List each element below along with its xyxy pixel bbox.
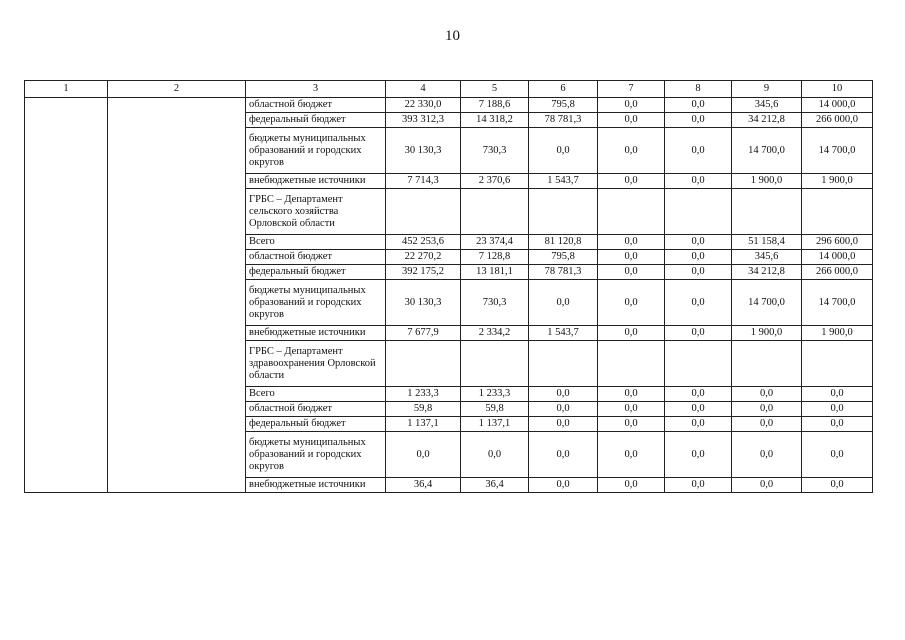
row-label: ГРБС – Департамент здравоохранения Орловской области bbox=[246, 341, 386, 387]
value-cell: 59,8 bbox=[461, 402, 529, 417]
value-cell: 7 677,9 bbox=[386, 326, 461, 341]
value-cell: 0,0 bbox=[665, 280, 732, 326]
value-cell: 1 900,0 bbox=[802, 174, 873, 189]
row-label: федеральный бюджет bbox=[246, 265, 386, 280]
value-cell: 14 700,0 bbox=[802, 128, 873, 174]
header-cell: 5 bbox=[461, 81, 529, 98]
value-cell: 345,6 bbox=[732, 98, 802, 113]
value-cell: 51 158,4 bbox=[732, 235, 802, 250]
value-cell: 0,0 bbox=[598, 402, 665, 417]
value-cell bbox=[386, 341, 461, 387]
value-cell: 0,0 bbox=[802, 417, 873, 432]
row-label: Всего bbox=[246, 235, 386, 250]
value-cell: 0,0 bbox=[598, 250, 665, 265]
header-cell: 10 bbox=[802, 81, 873, 98]
value-cell: 81 120,8 bbox=[529, 235, 598, 250]
value-cell: 0,0 bbox=[802, 387, 873, 402]
value-cell bbox=[461, 189, 529, 235]
value-cell: 0,0 bbox=[665, 174, 732, 189]
row-label: Всего bbox=[246, 387, 386, 402]
value-cell: 1 543,7 bbox=[529, 174, 598, 189]
row-label: областной бюджет bbox=[246, 402, 386, 417]
value-cell: 0,0 bbox=[665, 265, 732, 280]
value-cell: 14 700,0 bbox=[732, 128, 802, 174]
table-row bbox=[25, 98, 873, 113]
row-label: областной бюджет bbox=[246, 98, 386, 113]
value-cell: 0,0 bbox=[802, 478, 873, 493]
value-cell: 730,3 bbox=[461, 280, 529, 326]
row-label: внебюджетные источники bbox=[246, 478, 386, 493]
value-cell: 730,3 bbox=[461, 128, 529, 174]
value-cell: 1 137,1 bbox=[386, 417, 461, 432]
value-cell: 0,0 bbox=[732, 387, 802, 402]
value-cell: 13 181,1 bbox=[461, 265, 529, 280]
value-cell: 7 714,3 bbox=[386, 174, 461, 189]
value-cell bbox=[802, 341, 873, 387]
value-cell: 1 137,1 bbox=[461, 417, 529, 432]
value-cell: 1 233,3 bbox=[386, 387, 461, 402]
value-cell: 0,0 bbox=[732, 432, 802, 478]
value-cell bbox=[665, 189, 732, 235]
value-cell bbox=[529, 341, 598, 387]
value-cell: 0,0 bbox=[732, 478, 802, 493]
value-cell: 266 000,0 bbox=[802, 113, 873, 128]
value-cell: 0,0 bbox=[529, 280, 598, 326]
value-cell: 1 900,0 bbox=[732, 174, 802, 189]
value-cell: 23 374,4 bbox=[461, 235, 529, 250]
value-cell: 0,0 bbox=[665, 417, 732, 432]
budget-table bbox=[24, 80, 873, 493]
value-cell: 0,0 bbox=[665, 432, 732, 478]
value-cell: 0,0 bbox=[598, 417, 665, 432]
header-cell: 9 bbox=[732, 81, 802, 98]
value-cell bbox=[386, 189, 461, 235]
value-cell bbox=[529, 189, 598, 235]
value-cell: 1 900,0 bbox=[802, 326, 873, 341]
value-cell: 296 600,0 bbox=[802, 235, 873, 250]
value-cell: 0,0 bbox=[598, 326, 665, 341]
row-label: внебюджетные источники bbox=[246, 174, 386, 189]
value-cell: 1 900,0 bbox=[732, 326, 802, 341]
row-label: бюджеты муниципальных образований и городских округов bbox=[246, 280, 386, 326]
value-cell: 266 000,0 bbox=[802, 265, 873, 280]
value-cell: 0,0 bbox=[665, 235, 732, 250]
value-cell bbox=[732, 189, 802, 235]
header-cell: 7 bbox=[598, 81, 665, 98]
value-cell: 0,0 bbox=[598, 265, 665, 280]
value-cell: 0,0 bbox=[665, 387, 732, 402]
value-cell: 22 270,2 bbox=[386, 250, 461, 265]
row-label: ГРБС – Департамент сельского хозяйства Орловской области bbox=[246, 189, 386, 235]
value-cell: 0,0 bbox=[732, 417, 802, 432]
header-cell: 2 bbox=[108, 81, 246, 98]
header-cell: 3 bbox=[246, 81, 386, 98]
col2-cell bbox=[108, 98, 246, 493]
value-cell: 34 212,8 bbox=[732, 113, 802, 128]
value-cell: 0,0 bbox=[461, 432, 529, 478]
value-cell: 0,0 bbox=[529, 417, 598, 432]
row-label: бюджеты муниципальных образований и городских округов bbox=[246, 128, 386, 174]
value-cell: 795,8 bbox=[529, 250, 598, 265]
value-cell: 392 175,2 bbox=[386, 265, 461, 280]
value-cell bbox=[802, 189, 873, 235]
value-cell: 0,0 bbox=[529, 387, 598, 402]
header-cell: 4 bbox=[386, 81, 461, 98]
value-cell: 0,0 bbox=[598, 235, 665, 250]
value-cell bbox=[461, 341, 529, 387]
value-cell bbox=[598, 341, 665, 387]
value-cell: 0,0 bbox=[665, 113, 732, 128]
value-cell bbox=[732, 341, 802, 387]
value-cell: 0,0 bbox=[386, 432, 461, 478]
value-cell: 0,0 bbox=[802, 402, 873, 417]
header-cell: 8 bbox=[665, 81, 732, 98]
value-cell: 2 334,2 bbox=[461, 326, 529, 341]
value-cell: 22 330,0 bbox=[386, 98, 461, 113]
value-cell: 14 700,0 bbox=[732, 280, 802, 326]
value-cell: 0,0 bbox=[598, 387, 665, 402]
value-cell: 59,8 bbox=[386, 402, 461, 417]
value-cell: 0,0 bbox=[529, 478, 598, 493]
value-cell: 452 253,6 bbox=[386, 235, 461, 250]
value-cell: 0,0 bbox=[598, 174, 665, 189]
value-cell bbox=[598, 189, 665, 235]
value-cell bbox=[665, 341, 732, 387]
page-number: 10 bbox=[445, 28, 460, 44]
value-cell: 0,0 bbox=[665, 128, 732, 174]
value-cell: 14 700,0 bbox=[802, 280, 873, 326]
value-cell: 0,0 bbox=[598, 113, 665, 128]
row-label: федеральный бюджет bbox=[246, 113, 386, 128]
value-cell: 1 233,3 bbox=[461, 387, 529, 402]
value-cell: 795,8 bbox=[529, 98, 598, 113]
row-label: областной бюджет bbox=[246, 250, 386, 265]
value-cell: 0,0 bbox=[598, 98, 665, 113]
value-cell: 0,0 bbox=[529, 128, 598, 174]
value-cell: 78 781,3 bbox=[529, 265, 598, 280]
value-cell: 0,0 bbox=[665, 478, 732, 493]
col1-cell bbox=[25, 98, 108, 493]
value-cell: 34 212,8 bbox=[732, 265, 802, 280]
value-cell: 345,6 bbox=[732, 250, 802, 265]
value-cell: 0,0 bbox=[529, 402, 598, 417]
value-cell: 78 781,3 bbox=[529, 113, 598, 128]
value-cell: 0,0 bbox=[802, 432, 873, 478]
value-cell: 14 000,0 bbox=[802, 250, 873, 265]
value-cell: 0,0 bbox=[529, 432, 598, 478]
value-cell: 0,0 bbox=[665, 326, 732, 341]
value-cell: 393 312,3 bbox=[386, 113, 461, 128]
value-cell: 0,0 bbox=[598, 128, 665, 174]
row-label: внебюджетные источники bbox=[246, 326, 386, 341]
row-label: федеральный бюджет bbox=[246, 417, 386, 432]
value-cell: 0,0 bbox=[598, 280, 665, 326]
value-cell: 0,0 bbox=[598, 478, 665, 493]
value-cell: 30 130,3 bbox=[386, 280, 461, 326]
value-cell: 7 188,6 bbox=[461, 98, 529, 113]
value-cell: 0,0 bbox=[665, 98, 732, 113]
value-cell: 30 130,3 bbox=[386, 128, 461, 174]
header-row bbox=[25, 81, 873, 98]
row-label: бюджеты муниципальных образований и городских округов bbox=[246, 432, 386, 478]
value-cell: 14 318,2 bbox=[461, 113, 529, 128]
header-cell: 1 bbox=[25, 81, 108, 98]
table-body bbox=[25, 81, 873, 493]
value-cell: 0,0 bbox=[598, 432, 665, 478]
value-cell: 2 370,6 bbox=[461, 174, 529, 189]
value-cell: 36,4 bbox=[386, 478, 461, 493]
value-cell: 0,0 bbox=[665, 250, 732, 265]
value-cell: 36,4 bbox=[461, 478, 529, 493]
value-cell: 14 000,0 bbox=[802, 98, 873, 113]
value-cell: 0,0 bbox=[665, 402, 732, 417]
header-cell: 6 bbox=[529, 81, 598, 98]
value-cell: 1 543,7 bbox=[529, 326, 598, 341]
value-cell: 7 128,8 bbox=[461, 250, 529, 265]
value-cell: 0,0 bbox=[732, 402, 802, 417]
